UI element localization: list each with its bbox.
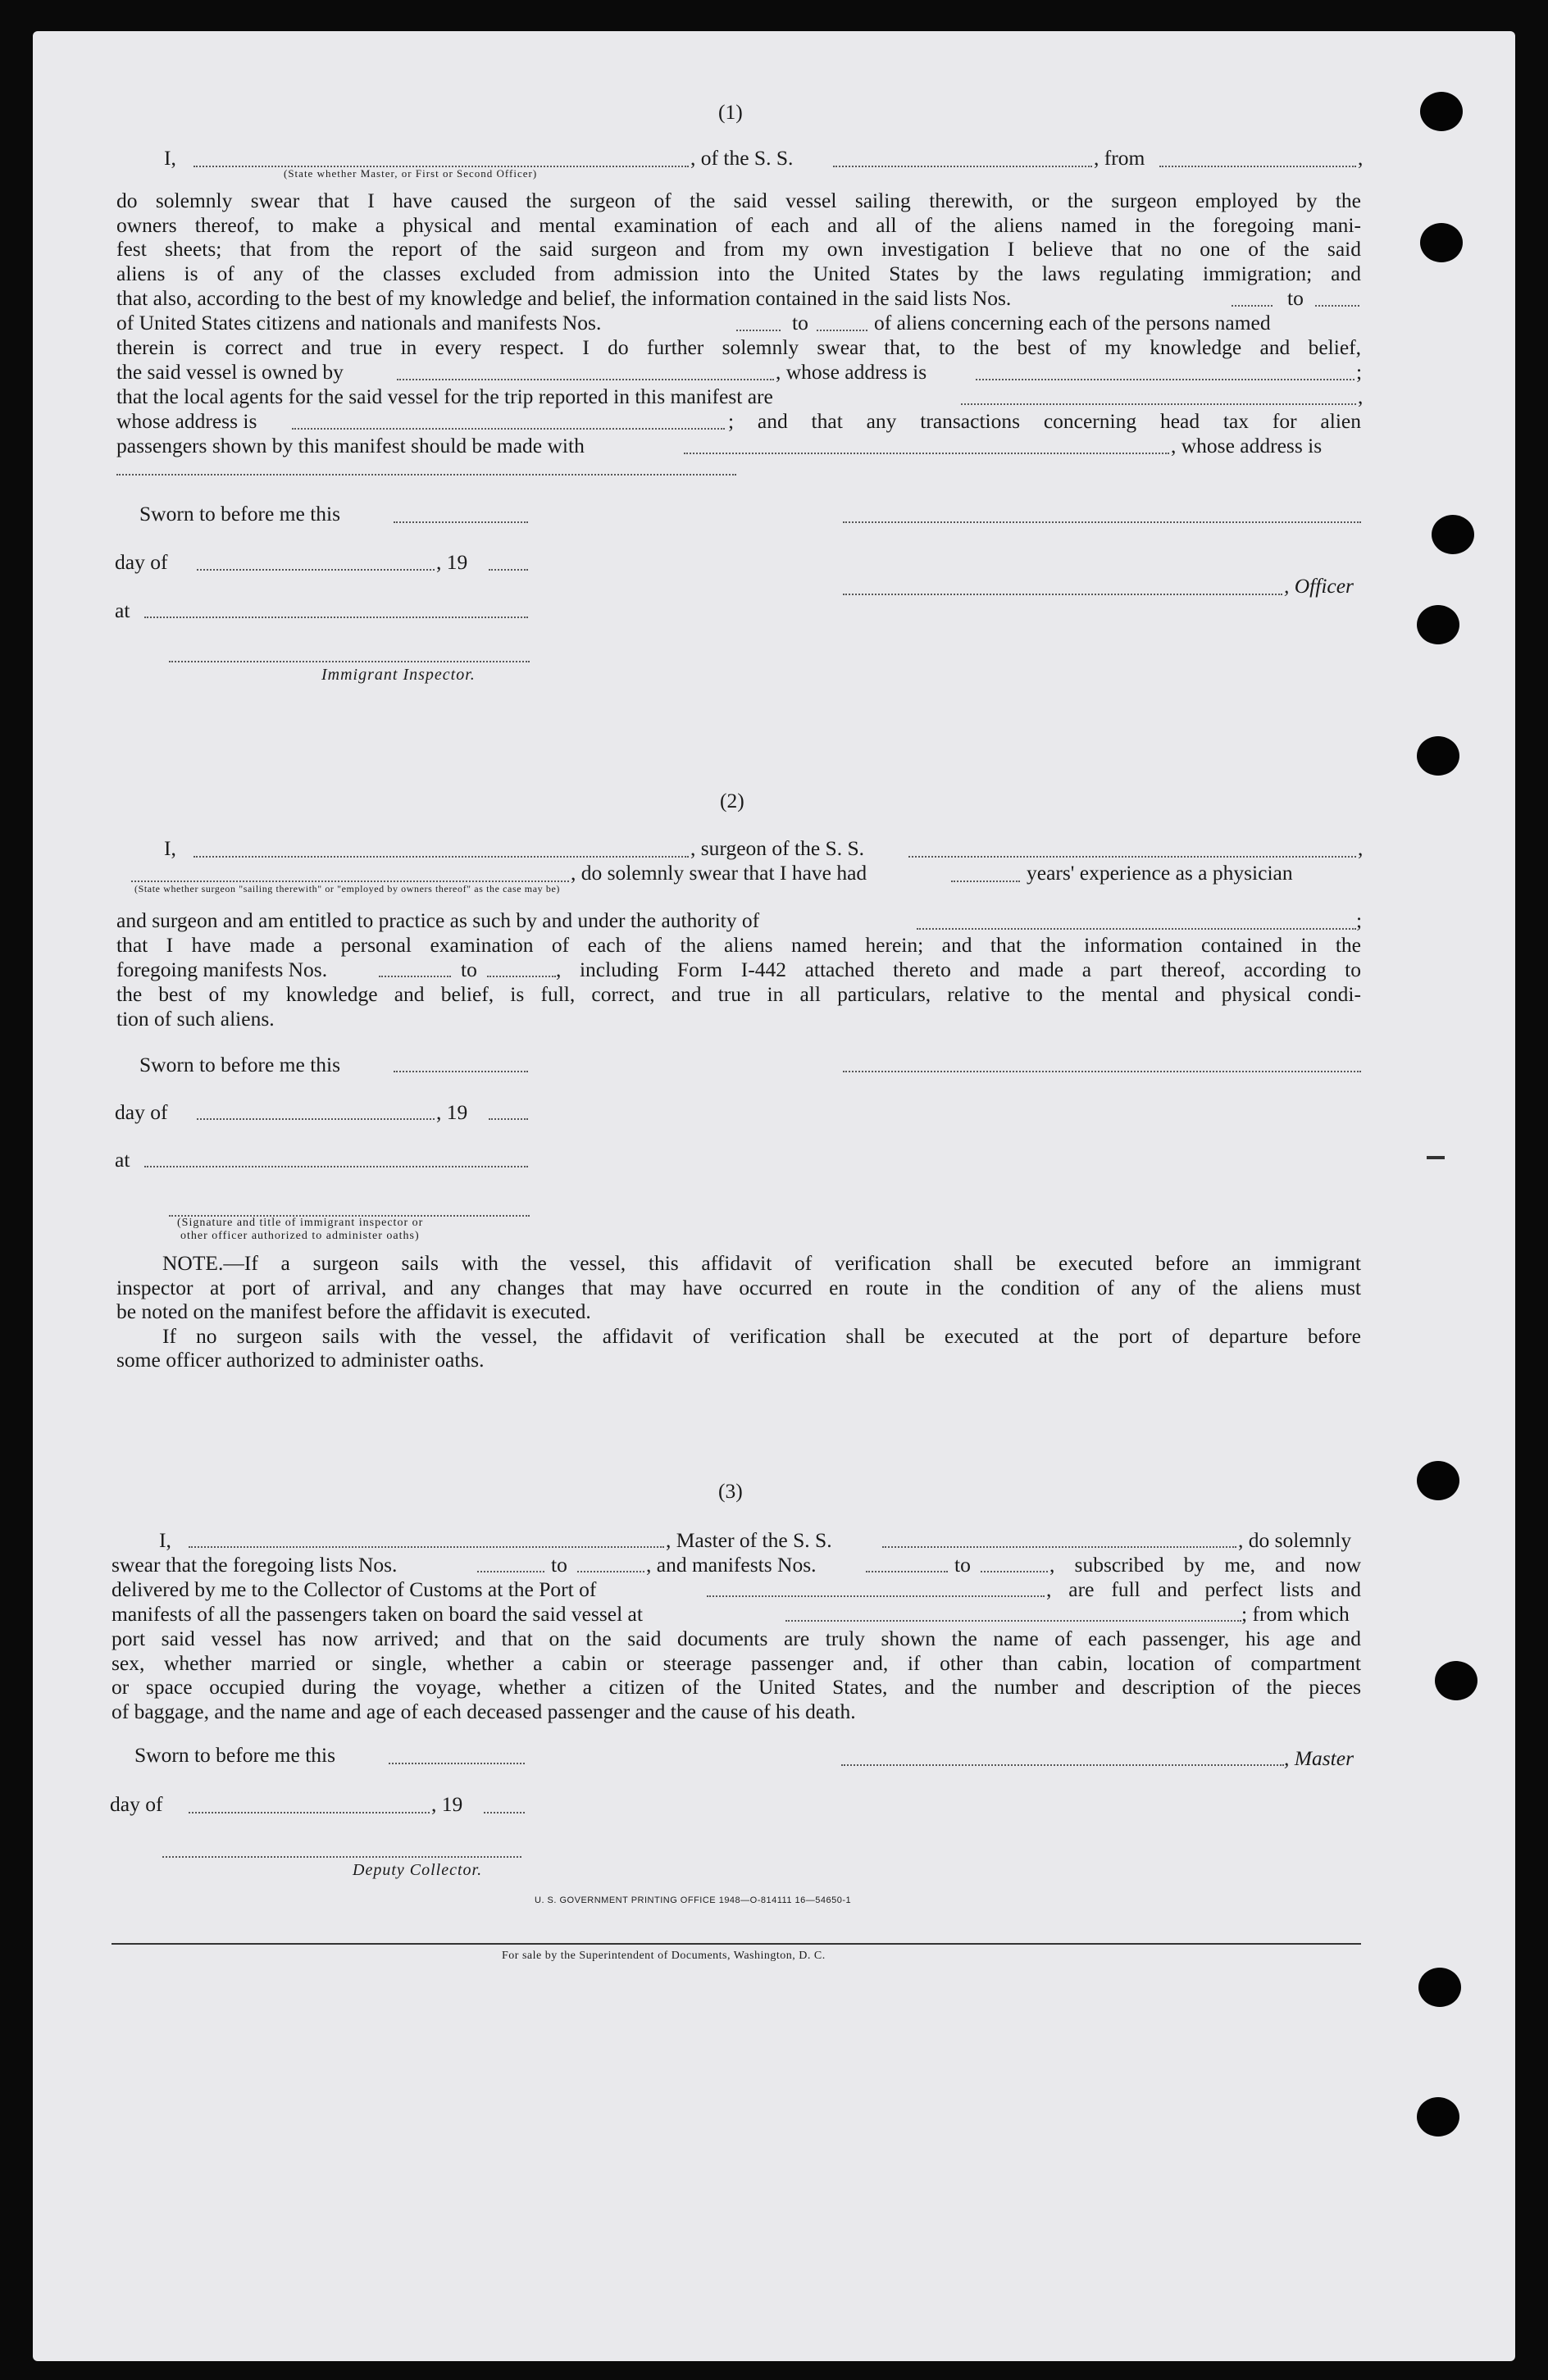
sec3-month-field[interactable]: [189, 1812, 430, 1813]
sec2-aliens-line: tion of such aliens.: [116, 1007, 275, 1031]
sec3-manifests-of-label: manifests of all the passengers taken on board the said vessel at: [112, 1602, 643, 1626]
sec1-oath-line: do solemnly swear that I have caused the surgeon of the said vessel sailing therewith, or the surgeon employed by the: [116, 189, 1361, 212]
sec2-note-line: be noted on the manifest before the affidavit is executed.: [116, 1299, 591, 1324]
sec2-note-line: NOTE.—If a surgeon sails with the vessel, this affidavit of verification shall be executed before an immigrant: [162, 1251, 1361, 1275]
punch-hole: [1418, 1968, 1461, 2007]
sec1-inspector-signature-field[interactable]: [169, 661, 530, 662]
sec1-agents-end: ,: [1358, 385, 1364, 408]
sec2-manifests-from-field[interactable]: [379, 976, 451, 977]
sec2-practice-label: and surgeon and am entitled to practice as such by and under the authority of: [116, 908, 760, 932]
sec1-oath-line: aliens is of any of the classes excluded from admission into the United States by the laws regulating immigration; and: [116, 261, 1361, 285]
sec2-form-text: , including Form I-442 attached thereto and made a part thereof, according to: [556, 958, 1361, 981]
sec1-from-port-field[interactable]: [1159, 166, 1356, 167]
section-2-number: (2): [720, 789, 744, 812]
printing-office-imprint: U. S. GOVERNMENT PRINTING OFFICE 1948—O-814111 16—54650-1: [535, 1895, 852, 1905]
sec3-oath-line: of baggage, and the name and age of each deceased passenger and the cause of his death.: [112, 1699, 856, 1723]
sec3-and-manifests-label: , and manifests Nos.: [646, 1553, 817, 1577]
sec1-lists-to-field[interactable]: [1315, 305, 1359, 307]
punch-hole: [1420, 92, 1463, 131]
sec1-owner-address-field[interactable]: [976, 379, 1354, 380]
sec2-foregoing-label: foregoing manifests Nos.: [116, 958, 328, 981]
sec1-signature-field[interactable]: [843, 521, 1361, 523]
sec2-note-line: inspector at port of arrival, and any changes that may have occurred en route in the condition of any of the aliens must: [116, 1275, 1361, 1299]
sec2-year-field[interactable]: [489, 1118, 528, 1120]
sec3-delivered-end-line: [1046, 1577, 1361, 1602]
sec1-head-tax-address-label: , whose address is: [1171, 434, 1323, 457]
sec1-owned-by-label: the said vessel is owned by: [116, 360, 344, 384]
sec3-master-of-label: , Master of the S. S.: [666, 1528, 832, 1552]
sec2-month-field[interactable]: [197, 1118, 435, 1120]
sec1-officer-signature-field[interactable]: [843, 594, 1282, 595]
sec1-ship-name-field[interactable]: [833, 166, 1092, 167]
sec2-years-label: years' experience as a physician: [1027, 861, 1293, 885]
sec1-oath-line: owners thereof, to make a physical and mental examination of each and all of the aliens named in the foregoing mani-: [116, 212, 1361, 237]
sec3-delivered-label: delivered by me to the Collector of Customs at the Port of: [112, 1577, 597, 1601]
sec3-delivered-end-text: , are full and perfect lists and: [1046, 1577, 1361, 1601]
punch-hole: [1417, 736, 1459, 776]
sec3-sworn-day-field[interactable]: [389, 1763, 525, 1764]
punch-hole: [1417, 605, 1459, 644]
sec2-sworn-day-field[interactable]: [394, 1071, 528, 1072]
sec1-of-ss-label: , of the S. S.: [690, 146, 794, 170]
sec1-from-end: ,: [1358, 146, 1364, 170]
sec2-manifests-to-field[interactable]: [487, 976, 556, 977]
sec2-form-line: [556, 958, 1361, 982]
sec1-officer-hint: (State whether Master, or First or Second Officer): [284, 167, 538, 180]
sec1-aliens-line: of aliens concerning each of the persons named: [874, 311, 1271, 334]
sec1-year-field[interactable]: [489, 569, 528, 571]
sec3-port-field[interactable]: [707, 1595, 1045, 1597]
sec1-officer-label: , Officer: [1284, 574, 1354, 598]
sec1-sworn-day-field[interactable]: [394, 521, 528, 523]
sec3-subscribed-line: [1049, 1553, 1361, 1577]
sec1-head-tax-text: ; and that any transactions concerning head tax for alien: [728, 409, 1361, 433]
sec1-manifests-from-field[interactable]: [736, 330, 781, 331]
sec1-month-field[interactable]: [197, 569, 435, 571]
sec1-oath-line: fest sheets; that from the report of the said surgeon and from my own investigation I believe that no one of the said: [116, 237, 1361, 262]
sec1-correct-text: therein is correct and true in every respect. I do further solemnly swear that, to the best of my knowledge and belief,: [116, 335, 1361, 359]
sec3-i-label: I,: [159, 1528, 171, 1552]
sec3-master-signature-field[interactable]: [841, 1764, 1284, 1766]
sec1-manifests-to-field[interactable]: [817, 330, 867, 331]
sec1-at-label: at: [115, 598, 130, 622]
sec1-agents-field[interactable]: [961, 403, 1356, 405]
sec2-belief-text: the best of my knowledge and belief, is full, correct, and true in all particulars, relative to the mental and physical condi-: [116, 982, 1361, 1006]
sec2-note-line: If no surgeon sails with the vessel, the affidavit of verification shall be executed at the port of departure before: [162, 1323, 1361, 1348]
sec2-surgeon-type-field[interactable]: [131, 881, 569, 882]
sec1-head-tax-line: [728, 409, 1361, 434]
sec1-oath-line: that also, according to the best of my knowledge and belief, the information contained in the said lists Nos.: [116, 286, 1012, 310]
sec1-manifests-to: to: [792, 311, 808, 334]
sec1-oath-paragraph: [116, 189, 1361, 285]
sec3-deputy-label: Deputy Collector.: [353, 1861, 483, 1879]
sec2-at-label: at: [115, 1148, 130, 1172]
sec3-master-name-field[interactable]: [189, 1546, 664, 1548]
sec2-manifests-to: to: [461, 958, 477, 981]
sec1-from-label: , from: [1094, 146, 1145, 170]
sec1-owner-field[interactable]: [397, 379, 774, 380]
sec1-sworn-label: Sworn to before me this: [139, 502, 341, 526]
sec2-signature-hint-2: other officer authorized to administer oaths): [180, 1230, 420, 1242]
sec2-surgeon-name-field[interactable]: [194, 856, 689, 858]
sec2-surgeon-end: ,: [1358, 836, 1364, 860]
sec3-lists-from-field[interactable]: [477, 1571, 544, 1572]
sec2-years-field[interactable]: [951, 881, 1020, 882]
sec2-authority-field[interactable]: [917, 928, 1356, 930]
sec3-manifests-to: to: [954, 1553, 971, 1577]
sec3-master-end: , do solemnly: [1238, 1528, 1352, 1552]
sec1-day-of-label: day of: [115, 550, 168, 574]
sec1-lists-from-field[interactable]: [1232, 305, 1273, 307]
sec2-note-paragraph: [116, 1251, 1361, 1372]
punch-hole: [1432, 515, 1474, 554]
sec2-signature-hint-1: (Signature and title of immigrant inspector or: [177, 1217, 424, 1229]
sec2-year-label: , 19: [436, 1100, 468, 1124]
sec3-subscribed-text: , subscribed by me, and now: [1049, 1553, 1361, 1577]
sec1-head-tax-agent-field[interactable]: [684, 453, 1169, 454]
sec3-day-of-label: day of: [110, 1792, 163, 1816]
sec2-i-label: I,: [164, 836, 176, 860]
footer-rule: [112, 1943, 1361, 1945]
sec3-manifests-to-field[interactable]: [981, 1571, 1048, 1572]
sec3-oath-line: or space occupied during the voyage, whether a citizen of the United States, and the number and description of the pieces: [112, 1675, 1361, 1700]
sec1-owner-address-label: , whose address is: [776, 360, 927, 384]
sec2-sworn-label: Sworn to before me this: [139, 1053, 341, 1076]
sec1-agents-label: that the local agents for the said vessel for the trip reported in this manifest are: [116, 385, 773, 408]
sec3-lists-to: to: [551, 1553, 567, 1577]
sec2-examination-text: that I have made a personal examination of each of the aliens named herein; and that the information contained in the: [116, 933, 1361, 957]
sec2-surgeon-of-label: , surgeon of the S. S.: [690, 836, 865, 860]
sec2-day-of-label: day of: [115, 1100, 168, 1124]
sec2-at-place-field[interactable]: [144, 1166, 528, 1167]
sec1-i-label: I,: [164, 146, 176, 170]
sec3-deputy-signature-field[interactable]: [162, 1856, 521, 1858]
for-sale-imprint: For sale by the Superintendent of Documents, Washington, D. C.: [502, 1950, 826, 1962]
sec1-year-label: , 19: [436, 550, 468, 574]
sec3-ship-name-field[interactable]: [882, 1546, 1236, 1548]
sec3-from-which: ; from which: [1241, 1602, 1350, 1626]
section-1-number: (1): [718, 100, 743, 124]
sec1-citizens-line: of United States citizens and nationals and manifests Nos.: [116, 311, 602, 334]
sec3-manifests-from-field[interactable]: [866, 1571, 948, 1572]
sec3-sworn-label: Sworn to before me this: [134, 1743, 336, 1767]
sec3-oath-paragraph: [112, 1627, 1361, 1723]
sec1-owner-end: ;: [1356, 360, 1363, 384]
sec3-year-label: , 19: [431, 1792, 463, 1816]
sec1-inspector-label: Immigrant Inspector.: [321, 666, 476, 684]
sec3-embark-port-field[interactable]: [785, 1620, 1241, 1622]
sec1-lists-to: to: [1287, 286, 1304, 310]
sec2-examination-line: [116, 933, 1361, 958]
sec1-head-tax-address-field[interactable]: [116, 474, 736, 476]
sec1-agent-address-label: whose address is: [116, 409, 257, 433]
sec3-oath-line: sex, whether married or single, whether a cabin or steerage passenger and, if other than cabin, location of compartment: [112, 1650, 1361, 1675]
section-3-number: (3): [718, 1479, 743, 1503]
sec2-signature-field[interactable]: [843, 1071, 1361, 1072]
sec2-do-swear-label: , do solemnly swear that I have had: [571, 861, 867, 885]
sec2-practice-end: ;: [1356, 908, 1363, 932]
sec2-ship-name-field[interactable]: [908, 856, 1356, 858]
sec3-oath-line: port said vessel has now arrived; and that on the said documents are truly shown the name of each passenger, his age and: [112, 1627, 1361, 1650]
sec3-lists-to-field[interactable]: [577, 1571, 644, 1572]
sec2-note-line: some officer authorized to administer oaths.: [116, 1348, 485, 1372]
sec1-correct-line: [116, 335, 1361, 360]
sec2-surgeon-type-hint: (State whether surgeon "sailing therewith" or "employed by owners thereof" as the case may be): [134, 883, 560, 894]
sec2-belief-line: [116, 982, 1361, 1007]
punch-hole: [1435, 1661, 1477, 1700]
sec1-agent-address-field[interactable]: [292, 428, 725, 430]
sec1-at-place-field[interactable]: [144, 617, 528, 618]
scan-mark: [1427, 1156, 1445, 1159]
punch-hole: [1420, 223, 1463, 262]
punch-hole: [1417, 1461, 1459, 1500]
punch-hole: [1417, 2097, 1459, 2137]
sec3-master-label: , Master: [1284, 1746, 1354, 1770]
sec3-swear-lists-label: swear that the foregoing lists Nos.: [112, 1553, 398, 1577]
sec3-year-field[interactable]: [484, 1812, 525, 1813]
sec1-passengers-label: passengers shown by this manifest should be made with: [116, 434, 585, 457]
